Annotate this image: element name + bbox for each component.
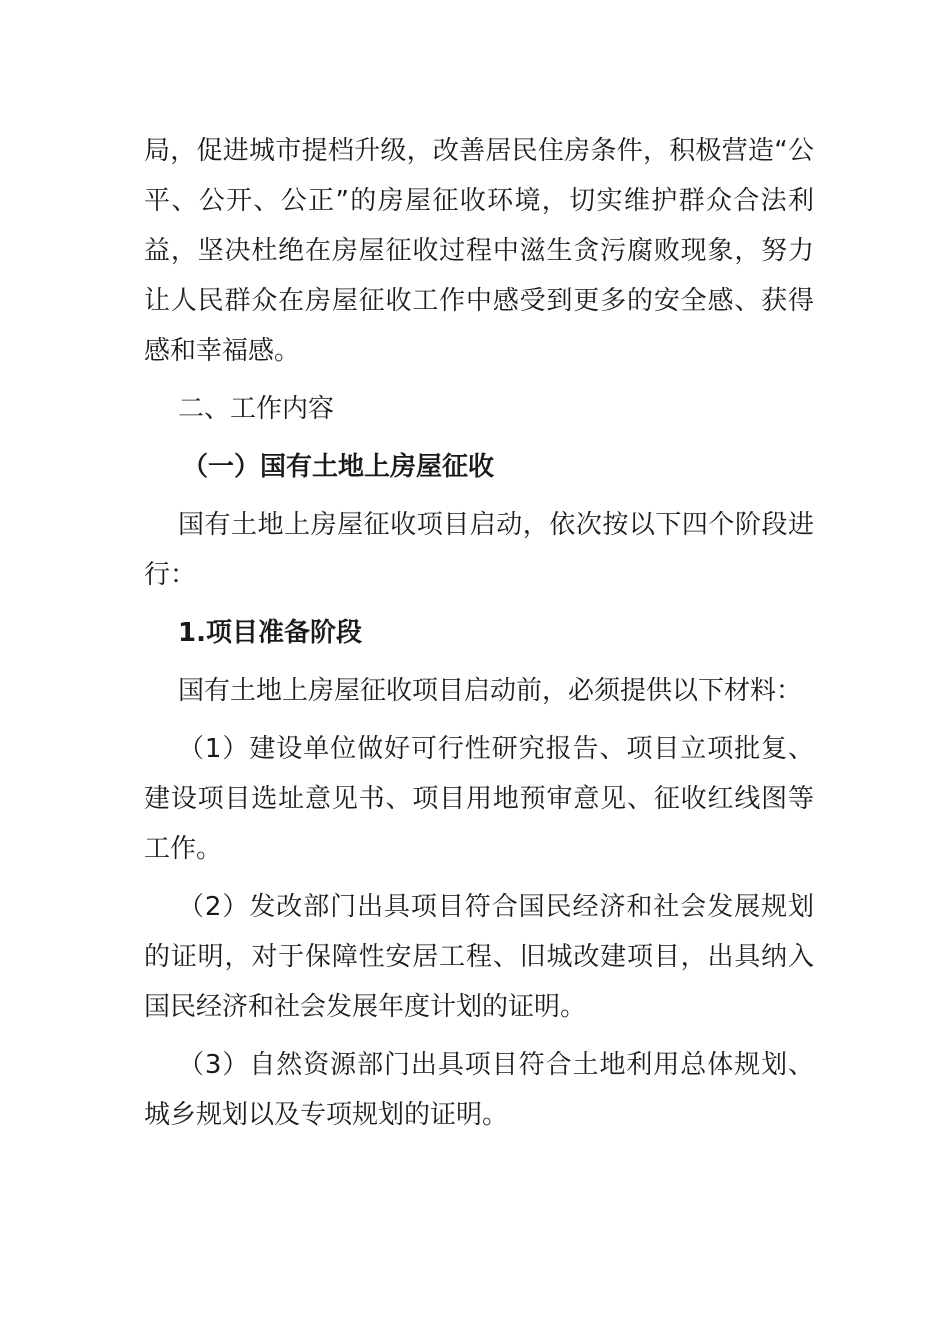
section-heading-work-content: 二、工作内容 (178, 394, 335, 424)
stage-heading-preparation: 1.项目准备阶段 (178, 618, 362, 648)
subsection-heading-state-land: （一）国有土地上房屋征收 (182, 452, 495, 482)
material-item-1: （1）建设单位做好可行性研究报告、项目立项批复、建设项目选址意见书、项目用地预审意见、征收红线图等工作。 (144, 734, 814, 864)
materials-intro-paragraph: 国有土地上房屋征收项目启动前，必须提供以下材料： (178, 676, 803, 706)
material-item-2: （2）发改部门出具项目符合国民经济和社会发展规划的证明，对于保障性安居工程、旧城改建项目，出具纳入国民经济和社会发展年度计划的证明。 (144, 892, 814, 1022)
intro-continuation-paragraph: 局，促进城市提档升级，改善居民住房条件，积极营造“公平、公开、公正”的房屋征收环境，切实维护群众合法利益，坚决杜绝在房屋征收过程中滋生贪污腐败现象，努力让人民群众在房屋征收工作中感受到更多的安全感、获得感和幸福感。 (144, 136, 814, 366)
stages-intro-paragraph: 国有土地上房屋征收项目启动，依次按以下四个阶段进行： (144, 510, 814, 590)
material-item-3: （3）自然资源部门出具项目符合土地利用总体规划、城乡规划以及专项规划的证明。 (144, 1050, 814, 1130)
